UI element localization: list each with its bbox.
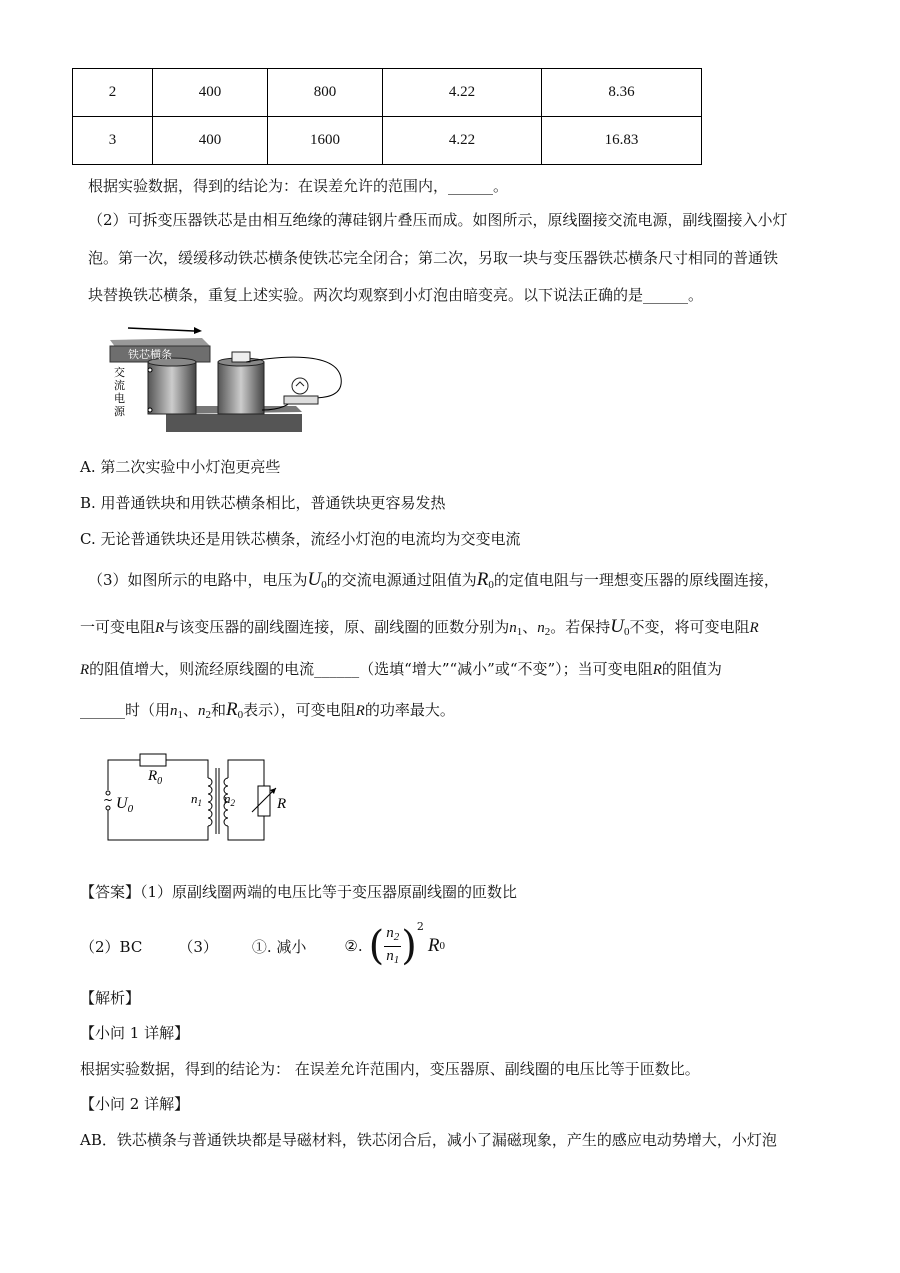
symbol: R bbox=[226, 699, 238, 720]
text-segment: 。若保持 bbox=[550, 618, 611, 636]
table-cell: 8.36 bbox=[542, 69, 702, 117]
r0-label: $R_0$ bbox=[148, 768, 163, 787]
table-row bbox=[73, 69, 702, 117]
source-label: 源 bbox=[114, 405, 125, 418]
u0-label: $U_0$ bbox=[116, 795, 134, 815]
symbol: n bbox=[170, 703, 178, 719]
table-cell: 2 bbox=[73, 69, 153, 117]
answer-item1: ①. 减小 bbox=[251, 937, 307, 956]
symbol: U bbox=[610, 616, 624, 637]
text-segment: 一可变电阻 bbox=[80, 618, 156, 636]
fraction: $\frac{n_2}{n_1}$ bbox=[386, 924, 400, 966]
subscript: 0 bbox=[439, 940, 445, 952]
text-segment: 表示），可变电阻 bbox=[243, 701, 356, 719]
q3-text-line4 bbox=[80, 700, 455, 725]
motion-arrow bbox=[128, 328, 194, 331]
subscript: 2 bbox=[544, 626, 551, 638]
text-segment: 、 bbox=[522, 618, 538, 636]
source-label: 交 bbox=[114, 366, 125, 379]
text-segment: 的功率最大。 bbox=[364, 701, 455, 719]
q2-text-line1: （2）可拆变压器铁芯是由相互绝缘的薄硅钢片叠压而成。如图所示，原线圈接交流电源，副线圈接入小灯 bbox=[88, 211, 788, 229]
answer-line1: 【答案】（1）原副线圈两端的电压比等于变压器原副线圈的匝数比 bbox=[80, 883, 518, 901]
option-b: B. 用普通铁块和用铁芯横条相比，普通铁块更容易发热 bbox=[80, 494, 446, 512]
ac-symbol: ~ bbox=[103, 793, 114, 807]
option-a: A. 第二次实验中小灯泡更亮些 bbox=[80, 458, 281, 476]
q3-text-line2 bbox=[80, 617, 759, 642]
subscript: 1 bbox=[177, 709, 184, 721]
subscript: 0 bbox=[488, 579, 494, 591]
source-label: 流 bbox=[114, 379, 125, 392]
circuit-diagram bbox=[100, 748, 300, 850]
table-cell: 4.22 bbox=[383, 69, 542, 117]
symbol: R bbox=[155, 620, 165, 636]
transformer-apparatus-figure bbox=[106, 318, 356, 438]
q2-text-line3: 块替换铁芯横条，重复上述实验。两次均观察到小灯泡由暗变亮。以下说法正确的是______。 bbox=[88, 286, 704, 304]
table-cell: 3 bbox=[73, 117, 153, 165]
text-segment: （3）如图所示的电路中，电压为 bbox=[88, 571, 308, 589]
q2-text-line2: 泡。第一次，缓缓移动铁芯横条使铁芯完全闭合；第二次，另取一块与变压器铁芯横条尺寸相同的普通铁 bbox=[88, 249, 779, 267]
subscript: 0 bbox=[623, 626, 630, 638]
text-segment: 、 bbox=[183, 701, 199, 719]
data-table bbox=[72, 68, 702, 165]
text-segment: 的定值电阻与一理想变压器的原线圈连接， bbox=[493, 571, 779, 589]
symbol: R bbox=[427, 935, 440, 956]
answer-part2: （2）BC bbox=[80, 937, 143, 956]
subscript: 1 bbox=[516, 626, 523, 638]
table-cell: 400 bbox=[153, 69, 268, 117]
subscript: 2 bbox=[205, 709, 212, 721]
table-cell: 16.83 bbox=[542, 117, 702, 165]
symbol: n bbox=[198, 703, 206, 719]
exponent: 2 bbox=[416, 919, 424, 933]
table-cell: 800 bbox=[268, 69, 383, 117]
symbol: R bbox=[749, 620, 759, 636]
option-c: C. 无论普通铁块还是用铁芯横条，流经小灯泡的电流均为交变电流 bbox=[80, 530, 521, 548]
n1-label: $n_1$ bbox=[191, 791, 202, 808]
subscript: 0 bbox=[321, 579, 327, 591]
bulb-icon bbox=[292, 378, 308, 394]
sub2-text: AB．铁芯横条与普通铁块都是导磁材料，铁芯闭合后，减小了漏磁现象，产生的感应电动势增大，小灯泡 bbox=[80, 1131, 777, 1149]
text-segment: 与该变压器的副线圈连接，原、副线圈的匝数分别为 bbox=[164, 618, 510, 636]
sub1-text: 根据实验数据，得到的结论为： 在误差允许范围内，变压器原、副线圈的电压比等于匝数比。 bbox=[80, 1060, 700, 1078]
text-segment: ______时（用 bbox=[80, 701, 171, 719]
variable-resistor-r bbox=[258, 786, 270, 816]
symbol: R bbox=[652, 662, 662, 678]
sub2-title: 【小问 2 详解】 bbox=[80, 1095, 190, 1113]
symbol: R bbox=[476, 569, 489, 590]
bar-label: 铁芯横条 bbox=[128, 348, 172, 361]
q3-text-line3 bbox=[80, 659, 722, 680]
primary-coil bbox=[148, 362, 196, 414]
r-label: R bbox=[277, 796, 287, 812]
resistor-r0 bbox=[140, 754, 166, 766]
secondary-coil bbox=[218, 362, 264, 414]
text-segment: 的阻值为 bbox=[661, 660, 722, 678]
table-row bbox=[73, 117, 702, 165]
table-cell: 4.22 bbox=[383, 117, 542, 165]
symbol: R bbox=[80, 662, 90, 678]
q1-conclusion: 根据实验数据，得到的结论为：在误差允许的范围内，______。 bbox=[88, 177, 509, 195]
symbol: R bbox=[355, 703, 365, 719]
answer-part3: （3） bbox=[178, 937, 218, 956]
n2-label: $n_2$ bbox=[224, 791, 235, 808]
answer-line2: （2）BC （3） ①. 减小 ②. ( $\frac{n_2}{n_1}$ ) 2 R 0 bbox=[80, 919, 445, 969]
table-cell: 400 bbox=[153, 117, 268, 165]
q3-text-line1 bbox=[88, 570, 779, 595]
symbol: U bbox=[307, 569, 322, 590]
symbol: n bbox=[537, 620, 545, 636]
text-segment: 和 bbox=[211, 701, 227, 719]
source-label: 电 bbox=[114, 392, 125, 405]
text-segment: 不变，将可变电阻 bbox=[629, 618, 750, 636]
text-segment: 的交流电源通过阻值为 bbox=[326, 571, 477, 589]
answer-item2: ②. bbox=[344, 937, 363, 955]
analysis-label: 【解析】 bbox=[80, 989, 141, 1007]
primary-winding bbox=[208, 778, 212, 826]
sub1-title: 【小问 1 详解】 bbox=[80, 1024, 190, 1042]
symbol: n bbox=[509, 620, 517, 636]
text-segment: 的阻值增大，则流经原线圈的电流______（选填“增大”“减小”或“不变”）；当可变电阻 bbox=[89, 660, 653, 678]
subscript: 0 bbox=[237, 709, 244, 721]
table-cell: 1600 bbox=[268, 117, 383, 165]
